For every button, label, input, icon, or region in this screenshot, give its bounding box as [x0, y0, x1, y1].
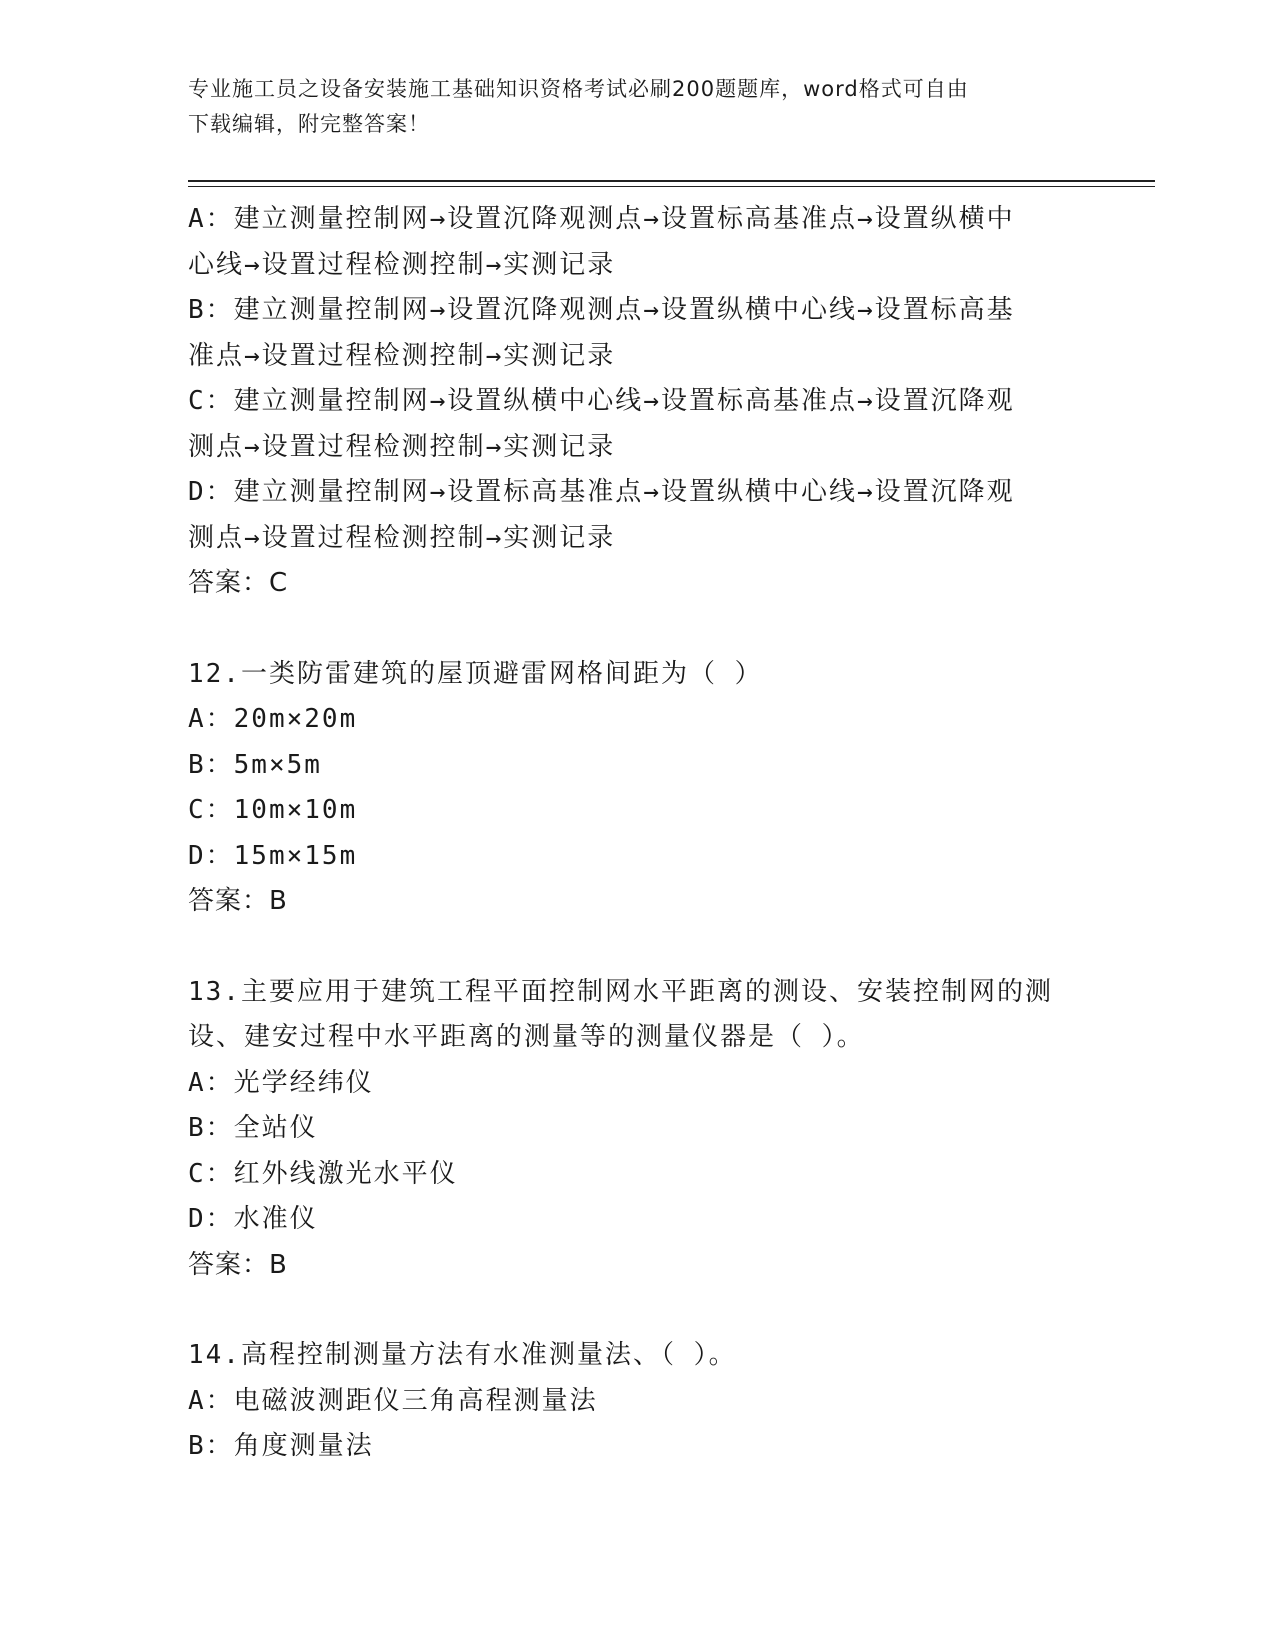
q14-question: 14.高程控制测量方法有水准测量法、（ ）。	[188, 1340, 737, 1370]
q11-option-b-line1: B：建立测量控制网→设置沉降观测点→设置纵横中心线→设置标高基	[188, 295, 1015, 325]
q11-option-a-line1: A：建立测量控制网→设置沉降观测点→设置标高基准点→设置纵横中	[188, 204, 1015, 234]
q14-option-b: B：角度测量法	[188, 1431, 374, 1461]
document-header	[188, 72, 1068, 142]
q11-answer: 答案：C	[188, 568, 289, 598]
q12-option-b: B：5m×5m	[188, 749, 322, 780]
q12-question: 12.一类防雷建筑的屋顶避雷网格间距为（ ）	[188, 658, 763, 689]
q12-option-d: D：15m×15m	[188, 840, 358, 871]
q13-question-line1: 13.主要应用于建筑工程平面控制网水平距离的测设、安装控制网的测	[188, 976, 1053, 1007]
q13-option-d: D：水准仪	[188, 1204, 318, 1234]
q13-option-b: B：全站仪	[188, 1113, 318, 1143]
q12-option-a: A：20m×20m	[188, 704, 358, 734]
q13-answer: 答案：B	[188, 1249, 288, 1280]
header-line-1: 专业施工员之设备安装施工基础知识资格考试必刷200题题库，word格式可自由	[188, 77, 969, 101]
question-content	[188, 197, 1078, 1470]
header-line-2: 下载编辑，附完整答案！	[188, 112, 430, 136]
question-14-block	[188, 1333, 1078, 1470]
q11-option-b-line2: 准点→设置过程检测控制→实测记录	[188, 340, 616, 371]
question-13-block	[188, 970, 1078, 1289]
q11-option-d-line2: 测点→设置过程检测控制→实测记录	[188, 522, 616, 553]
q11-option-c-line2: 测点→设置过程检测控制→实测记录	[188, 431, 616, 462]
q14-option-a: A：电磁波测距仪三角高程测量法	[188, 1385, 598, 1416]
document-page	[188, 72, 1148, 1470]
question-11-block	[188, 197, 1078, 607]
q13-option-c: C：红外线激光水平仪	[188, 1158, 458, 1189]
q11-option-d-line1: D：建立测量控制网→设置标高基准点→设置纵横中心线→设置沉降观	[188, 477, 1015, 507]
q13-question-line2: 设、建安过程中水平距离的测量等的测量仪器是（ ）。	[188, 1022, 865, 1052]
header-divider	[188, 180, 1155, 187]
q11-option-a-line2: 心线→设置过程检测控制→实测记录	[188, 249, 616, 280]
q13-option-a: A：光学经纬仪	[188, 1067, 374, 1098]
question-12-block	[188, 652, 1078, 925]
q12-option-c: C：10m×10m	[188, 795, 358, 825]
q12-answer: 答案：B	[188, 886, 288, 916]
q11-option-c-line1: C：建立测量控制网→设置纵横中心线→设置标高基准点→设置沉降观	[188, 386, 1015, 416]
